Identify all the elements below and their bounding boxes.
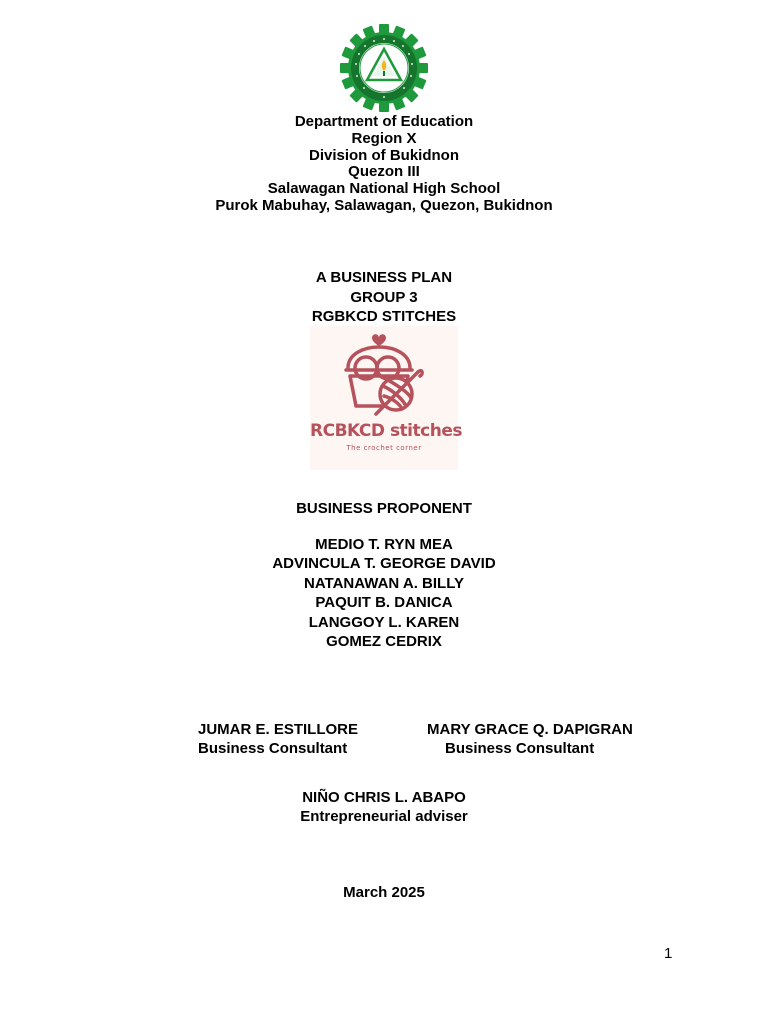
proponent-name: LANGGOY L. KAREN — [308, 613, 460, 631]
consultant-role: Business Consultant — [445, 740, 595, 757]
proponent-name: PAQUIT B. DANICA — [315, 594, 453, 612]
brand-logo-name: RCBKCD stitches — [310, 421, 462, 441]
brand-logo — [310, 326, 462, 470]
date-block — [0, 885, 768, 902]
adviser-role: Entrepreneurial adviser — [300, 808, 468, 825]
consultant-name: JUMAR E. ESTILLORE — [198, 721, 359, 738]
document-date: March 2025 — [343, 884, 425, 901]
header-line-division: Division of Bukidnon — [309, 146, 459, 164]
consultant-name: MARY GRACE Q. DAPIGRAN — [427, 721, 633, 738]
proponents-heading: BUSINESS PROPONENT — [296, 500, 472, 517]
header-line-school: Salawagan National High School — [267, 180, 501, 198]
page-number: 1 — [664, 945, 673, 962]
adviser-name: NIÑO CHRIS L. ABAPO — [302, 789, 466, 806]
header-line-district: Quezon III — [348, 163, 420, 181]
proponent-name: NATANAWAN A. BILLY — [304, 574, 464, 592]
proponent-name: MEDIO T. RYN MEA — [315, 536, 453, 553]
consultant-right — [427, 720, 633, 758]
title-line-plan: A BUSINESS PLAN — [315, 269, 453, 286]
consultant-role: Business Consultant — [198, 740, 348, 757]
school-logo — [339, 24, 429, 112]
header-line-region: Region X — [351, 129, 417, 147]
proponents-heading-block — [0, 501, 768, 518]
adviser-block — [0, 788, 768, 826]
header-line-department: Department of Education — [294, 113, 474, 130]
proponents-list — [0, 535, 768, 651]
header-line-address: Purok Mabuhay, Salawagan, Quezon, Bukidnon — [215, 196, 553, 214]
title-line-group: GROUP 3 — [350, 288, 418, 306]
brand-logo-tagline: The crochet corner — [346, 444, 422, 452]
title-line-business-name: RGBKCD STITCHES — [311, 308, 457, 325]
header-block — [0, 114, 768, 215]
proponent-name: ADVINCULA T. GEORGE DAVID — [272, 555, 496, 573]
consultant-left — [198, 720, 358, 758]
title-block — [0, 268, 768, 327]
proponent-name: GOMEZ CEDRIX — [326, 633, 442, 651]
